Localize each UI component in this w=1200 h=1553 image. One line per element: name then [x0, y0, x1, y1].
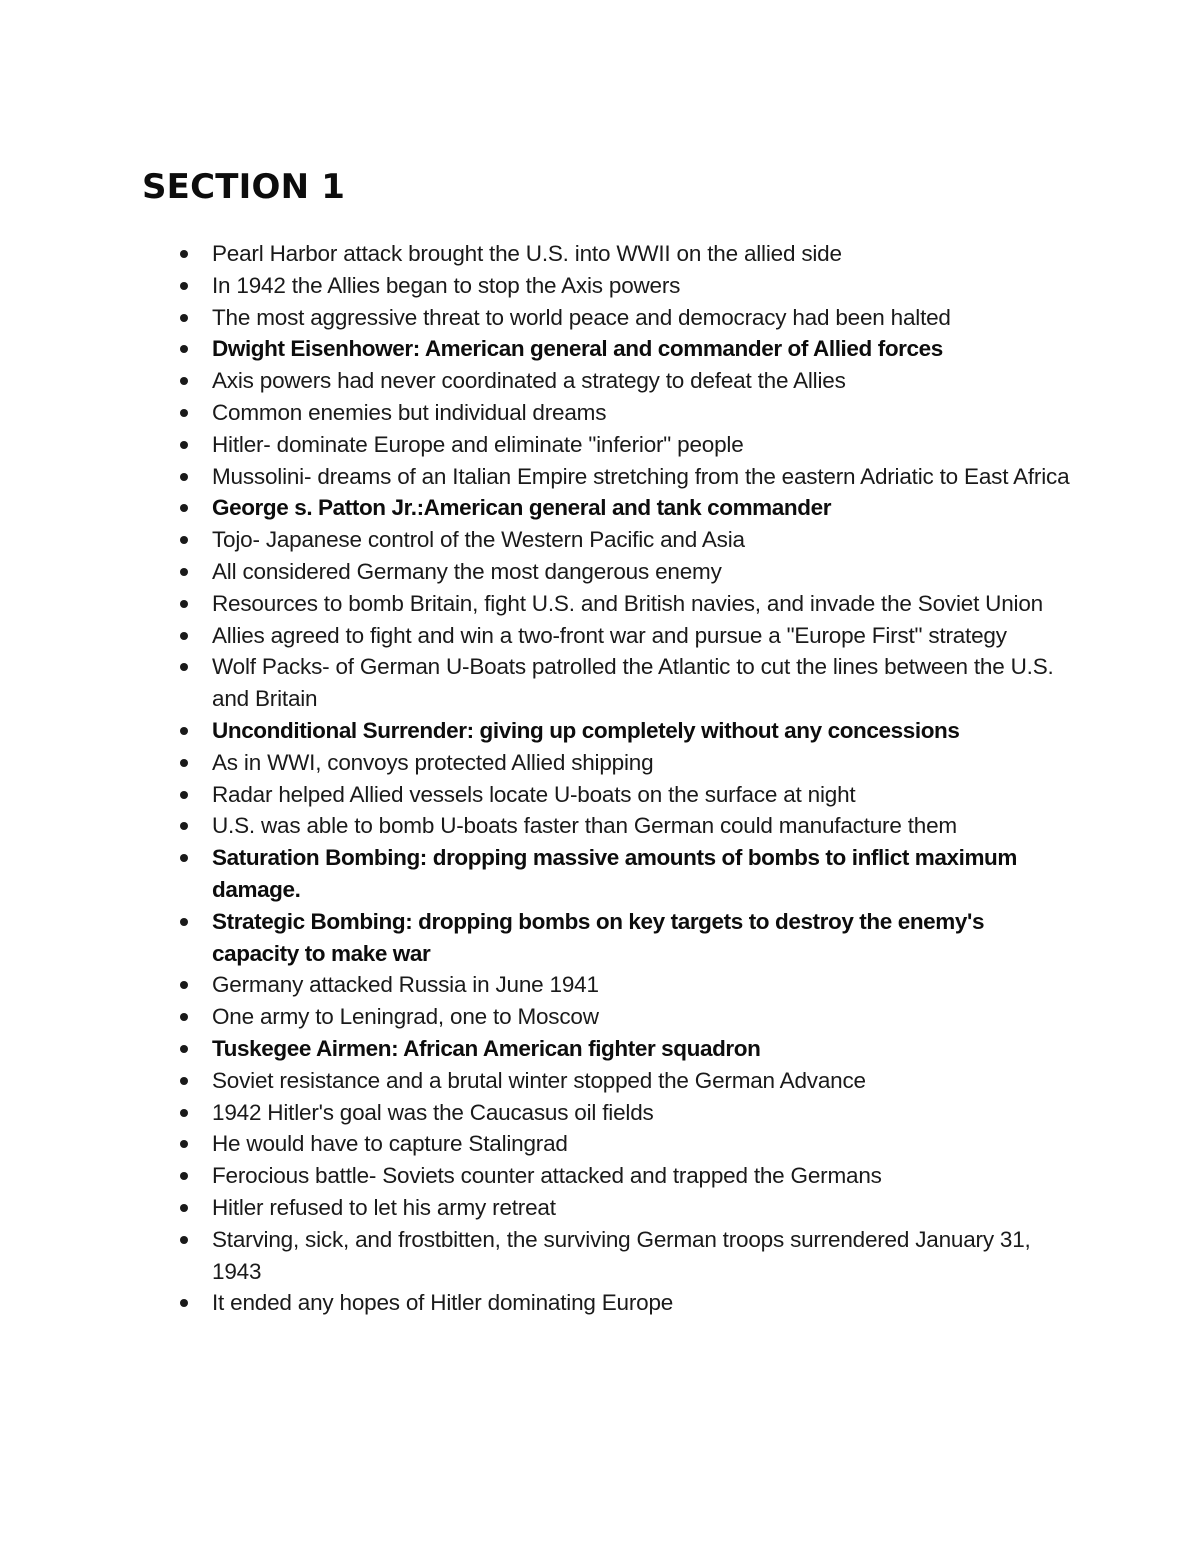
list-item — [142, 747, 1072, 779]
list-item-text: Mussolini- dreams of an Italian Empire stretching from the eastern Adriatic to East Africa — [212, 463, 1070, 489]
bullet-icon — [180, 822, 188, 830]
bullet-icon — [180, 1299, 188, 1307]
list-item — [142, 810, 1072, 842]
list-item-text: Saturation Bombing: dropping massive amounts of bombs to inflict maximum damage. — [212, 845, 1018, 902]
bullet-icon — [180, 918, 188, 926]
list-item — [142, 1065, 1072, 1097]
bullet-icon — [180, 504, 188, 512]
bullet-icon — [180, 1204, 188, 1212]
list-item-text: Radar helped Allied vessels locate U-boats on the surface at night — [212, 781, 856, 807]
list-item-text: George s. Patton Jr.:American general and tank commander — [212, 495, 832, 521]
bullet-icon — [180, 473, 188, 481]
list-item-text: Wolf Packs- of German U-Boats patrolled the Atlantic to cut the lines between the U.S. and Britain — [212, 654, 1054, 712]
list-item — [142, 1192, 1072, 1224]
bullet-icon — [180, 1236, 188, 1244]
list-item-text: Hitler- dominate Europe and eliminate "inferior" people — [212, 431, 744, 457]
bullet-icon — [180, 409, 188, 417]
list-item-text: Soviet resistance and a brutal winter stopped the German Advance — [212, 1067, 866, 1093]
list-item — [142, 1097, 1072, 1129]
bullet-icon — [180, 250, 188, 258]
bullet-icon — [180, 1109, 188, 1117]
list-item-text: Ferocious battle- Soviets counter attacked and trapped the Germans — [212, 1163, 882, 1189]
list-item-text: Axis powers had never coordinated a strategy to defeat the Allies — [212, 368, 846, 394]
bullet-icon — [180, 314, 188, 322]
list-item — [142, 715, 1072, 747]
list-item-text: Strategic Bombing: dropping bombs on key targets to destroy the enemy's capacity to make war — [212, 908, 985, 966]
list-item — [142, 1287, 1072, 1319]
list-item-text: One army to Leningrad, one to Moscow — [212, 1004, 599, 1030]
list-item — [142, 397, 1072, 429]
list-item — [142, 620, 1072, 652]
bullet-icon — [180, 1013, 188, 1021]
list-item-text: Germany attacked Russia in June 1941 — [212, 972, 599, 998]
bullet-icon — [180, 854, 188, 862]
bullet-icon — [180, 600, 188, 608]
list-item-text: As in WWI, convoys protected Allied shipping — [212, 749, 654, 775]
list-item-text: Tuskegee Airmen: African American fighter squadron — [212, 1035, 761, 1061]
bullet-icon — [180, 345, 188, 353]
list-item-text: Allies agreed to fight and win a two-front war and pursue a "Europe First" strategy — [212, 622, 1007, 648]
list-item — [142, 492, 1072, 524]
list-item-text: He would have to capture Stalingrad — [212, 1131, 568, 1157]
list-item — [142, 429, 1072, 461]
bullet-icon — [180, 377, 188, 385]
list-item-text: Starving, sick, and frostbitten, the surviving German troops surrendered January 31, 1943 — [212, 1226, 1031, 1284]
list-item — [142, 906, 1072, 970]
list-item — [142, 1033, 1072, 1065]
list-item — [142, 651, 1072, 715]
list-item-text: U.S. was able to bomb U-boats faster than German could manufacture them — [212, 813, 957, 839]
list-item-text: Unconditional Surrender: giving up completely without any concessions — [212, 717, 960, 743]
list-item-text: Hitler refused to let his army retreat — [212, 1194, 556, 1220]
list-item — [142, 461, 1072, 493]
list-item-text: All considered Germany the most dangerous enemy — [212, 558, 722, 584]
bullet-icon — [180, 791, 188, 799]
list-item — [142, 556, 1072, 588]
bullet-icon — [180, 441, 188, 449]
bullet-icon — [180, 759, 188, 767]
list-item — [142, 779, 1072, 811]
bullet-icon — [180, 568, 188, 576]
list-item-text: In 1942 the Allies began to stop the Axis powers — [212, 272, 681, 298]
list-item-text: Resources to bomb Britain, fight U.S. and British navies, and invade the Soviet Union — [212, 590, 1043, 616]
list-item-text: Common enemies but individual dreams — [212, 399, 607, 425]
list-item — [142, 1224, 1072, 1288]
bullet-icon — [180, 1172, 188, 1180]
list-item — [142, 333, 1072, 365]
list-item — [142, 238, 1072, 270]
list-item — [142, 1160, 1072, 1192]
list-item — [142, 524, 1072, 556]
list-item — [142, 302, 1072, 334]
bullet-icon — [180, 727, 188, 735]
notes-list — [142, 238, 1072, 1319]
list-item-text: It ended any hopes of Hitler dominating Europe — [212, 1290, 674, 1316]
list-item-text: Tojo- Japanese control of the Western Pacific and Asia — [212, 527, 745, 553]
list-item — [142, 969, 1072, 1001]
bullet-icon — [180, 1045, 188, 1053]
list-item — [142, 270, 1072, 302]
list-item-text: Pearl Harbor attack brought the U.S. into WWII on the allied side — [212, 241, 842, 266]
list-item-text: 1942 Hitler's goal was the Caucasus oil fields — [212, 1099, 654, 1125]
section-title: SECTION 1 — [142, 167, 346, 207]
list-item-text: The most aggressive threat to world peace and democracy had been halted — [212, 304, 951, 330]
bullet-icon — [180, 632, 188, 640]
bullet-icon — [180, 1077, 188, 1085]
list-item — [142, 1001, 1072, 1033]
bullet-icon — [180, 663, 188, 671]
bullet-icon — [180, 282, 188, 290]
list-item — [142, 365, 1072, 397]
list-item — [142, 588, 1072, 620]
list-item-text: Dwight Eisenhower: American general and commander of Allied forces — [212, 336, 943, 362]
bullet-icon — [180, 1140, 188, 1148]
list-item — [142, 842, 1072, 906]
bullet-icon — [180, 536, 188, 544]
list-item — [142, 1128, 1072, 1160]
bullet-icon — [180, 981, 188, 989]
